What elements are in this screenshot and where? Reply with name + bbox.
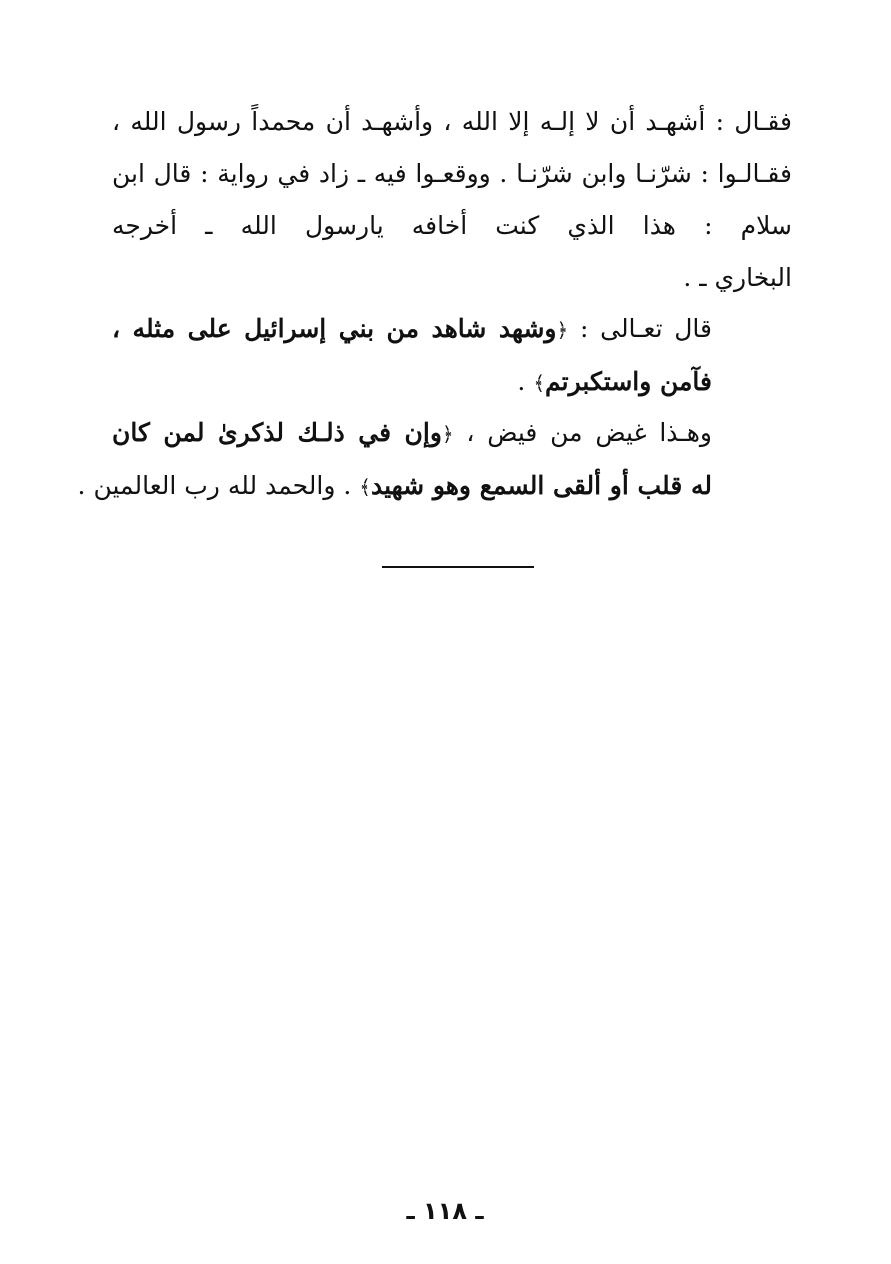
section-divider [382,566,534,568]
text-line [112,303,792,356]
closing-text: . والحمد لله رب العالمين . [77,471,360,500]
quran-bracket-open-icon: ﴿ [441,422,454,446]
text-line [77,460,792,513]
text-line [112,356,792,409]
quran-verse: وإن في ذلـك لذكرىٰ لمن كان [112,418,442,447]
verse-ending: . [517,367,534,396]
quran-verse: وشهد شاهد من بني إسرائيل على مثله ، [112,314,557,343]
quran-bracket-close-icon: ﴾ [533,371,546,395]
quran-verse: فآمن واستكبرتم [545,367,712,396]
text-line: فقـالـوا : شرّنـا وابن شرّنـا . ووقعـوا فيه ـ زاد في رواية : قال ابن [112,159,792,188]
text-line: البخاري ـ . [683,263,792,292]
paragraph-verse-2 [77,407,792,513]
text-line: فقـال : أشهـد أن لا إلـه إلا الله ، وأشهـد أن محمداً رسول الله ، [112,107,792,136]
verse-intro: وهـذا غيض من فيض ، [466,418,713,447]
verse-intro: قال تعـالى : [579,314,712,343]
quran-bracket-close-icon: ﴾ [359,475,371,499]
paragraph-hadith [112,96,792,304]
page-number: ـ ١١٨ ـ [406,1197,484,1225]
paragraph-verse-1 [112,303,792,409]
text-line [112,407,792,460]
text-line: سلام : هذا الذي كنت أخافه يارسول الله ـ أخرجه [112,211,792,240]
quran-verse: له قلب أو ألقى السمع وهو شهيد [370,471,712,500]
quran-bracket-open-icon: ﴿ [556,318,569,342]
